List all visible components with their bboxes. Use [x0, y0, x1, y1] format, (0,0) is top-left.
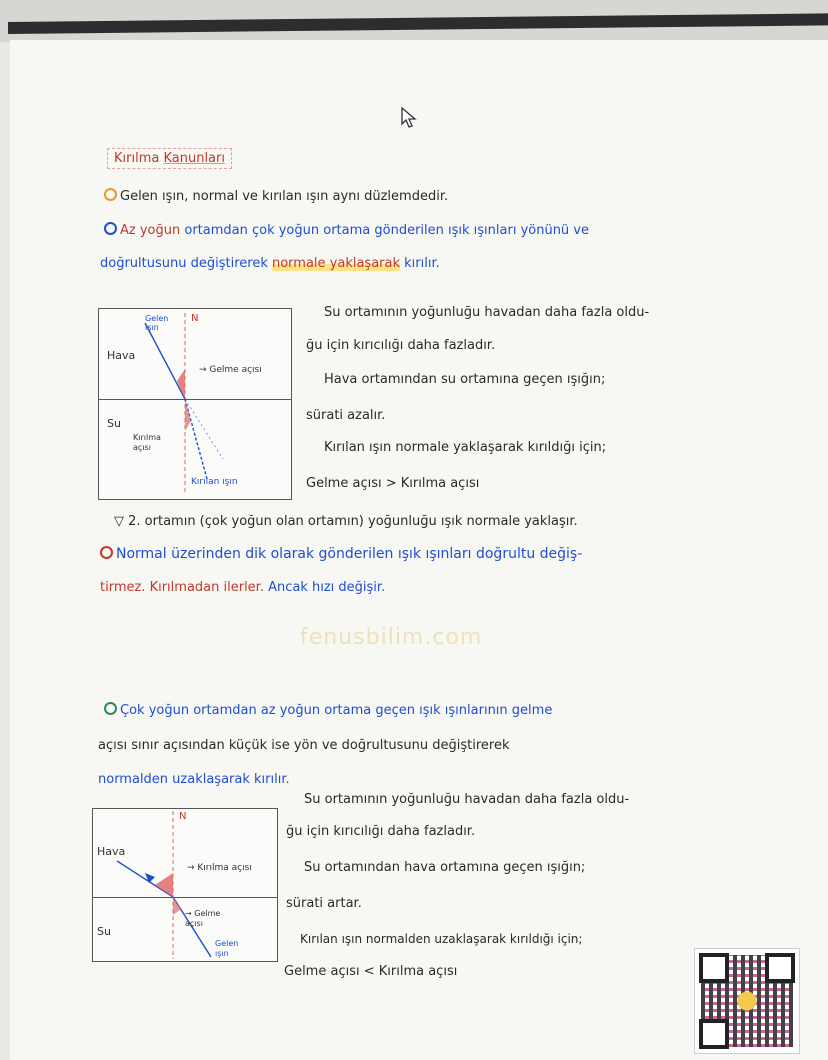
section2-line1: Çok yoğun ortamdan az yoğun ortama geçen ışık ışınlarının gelme: [104, 702, 552, 718]
normal-rule-line1: Normal üzerinden dik olarak gönderilen ışık ışınları doğrultu değiş-: [100, 546, 582, 562]
watermark: fenusbilim.com: [300, 625, 483, 650]
rule-2: Az yoğun ortamdan çok yoğun ortama gönderilen ışık ışınları yönünü ve: [104, 222, 589, 238]
ray-drawing: [99, 309, 291, 499]
ray-drawing: [93, 809, 277, 961]
title-word-1: Kırılma: [114, 151, 164, 166]
tablet-frame-edge: [8, 13, 828, 34]
refracted-ray-label: Kırılan ışın: [191, 477, 238, 487]
triangle-down-icon: ▽: [114, 514, 129, 529]
text2-line5: Kırılan ışın normalden uzaklaşarak kırıldığı için;: [300, 932, 583, 946]
section2-line3: normalden uzaklaşarak kırılır.: [98, 772, 290, 787]
section2-line2: açısı sınır açısından küçük ise yön ve doğrultusunu değiştirerek: [98, 738, 510, 753]
rule-2-cont: doğrultusunu değiştirerek normale yaklaşarak kırılır.: [100, 256, 440, 271]
medium-label-bottom: Su: [97, 925, 111, 938]
text2-line3: Su ortamından hava ortamına geçen ışığın;: [304, 860, 586, 875]
text1-line5: Kırılan ışın normale yaklaşarak kırıldığı için;: [324, 440, 607, 455]
medium-label-top: Hava: [107, 349, 136, 362]
text1-line2: ğu için kırıcılığı daha fazladır.: [306, 338, 496, 353]
rule-1: Gelen ışın, normal ve kırılan ışın aynı düzlemdedir.: [104, 188, 448, 204]
normal-label: N: [191, 313, 199, 324]
text2-line2: ğu için kırıcılığı daha fazladır.: [286, 824, 476, 839]
note-line: ▽ 2. ortamın (çok yoğun olan ortamın) yoğunluğu ışık normale yaklaşır.: [114, 514, 578, 529]
incidence-angle-label: → Gelme açısı: [185, 909, 221, 928]
medium-label-top: Hava: [97, 845, 126, 858]
medium-label-bottom: Su: [107, 417, 121, 430]
refraction-diagram-1: [98, 308, 292, 500]
incidence-angle-label: → Gelme açısı: [199, 365, 262, 375]
incident-ray-label: Gelen ışın: [145, 314, 169, 332]
incident-ray-label: Gelen ışın: [215, 939, 239, 958]
text1-line3: Hava ortamından su ortamına geçen ışığın;: [324, 372, 606, 387]
normal-label: N: [179, 811, 187, 822]
bullet-icon: [100, 546, 113, 559]
text2-line4: sürati artar.: [286, 896, 362, 911]
bullet-icon: [104, 222, 117, 235]
bullet-icon: [104, 188, 117, 201]
normal-rule-line2: tirmez. Kırılmadan ilerler. Ancak hızı değişir.: [100, 580, 386, 595]
text2-line6: Gelme açısı < Kırılma açısı: [284, 964, 458, 979]
mouse-cursor-icon: [400, 106, 418, 130]
text1-line6: Gelme açısı > Kırılma açısı: [306, 476, 480, 491]
top-frame-bar: [0, 0, 828, 42]
refraction-diagram-2: [92, 808, 278, 962]
qr-code-icon[interactable]: [694, 948, 800, 1054]
text1-line4: sürati azalır.: [306, 408, 386, 423]
title-word-2: Kanunları: [163, 151, 225, 166]
text1-line1: Su ortamının yoğunluğu havadan daha fazla oldu-: [324, 305, 650, 320]
refraction-angle-label: Kırılma açısı: [133, 433, 161, 452]
page-title: [107, 148, 232, 169]
refraction-angle-label: → Kırılma açısı: [187, 863, 252, 873]
bullet-icon: [104, 702, 117, 715]
text2-line1: Su ortamının yoğunluğu havadan daha fazla oldu-: [304, 792, 630, 807]
